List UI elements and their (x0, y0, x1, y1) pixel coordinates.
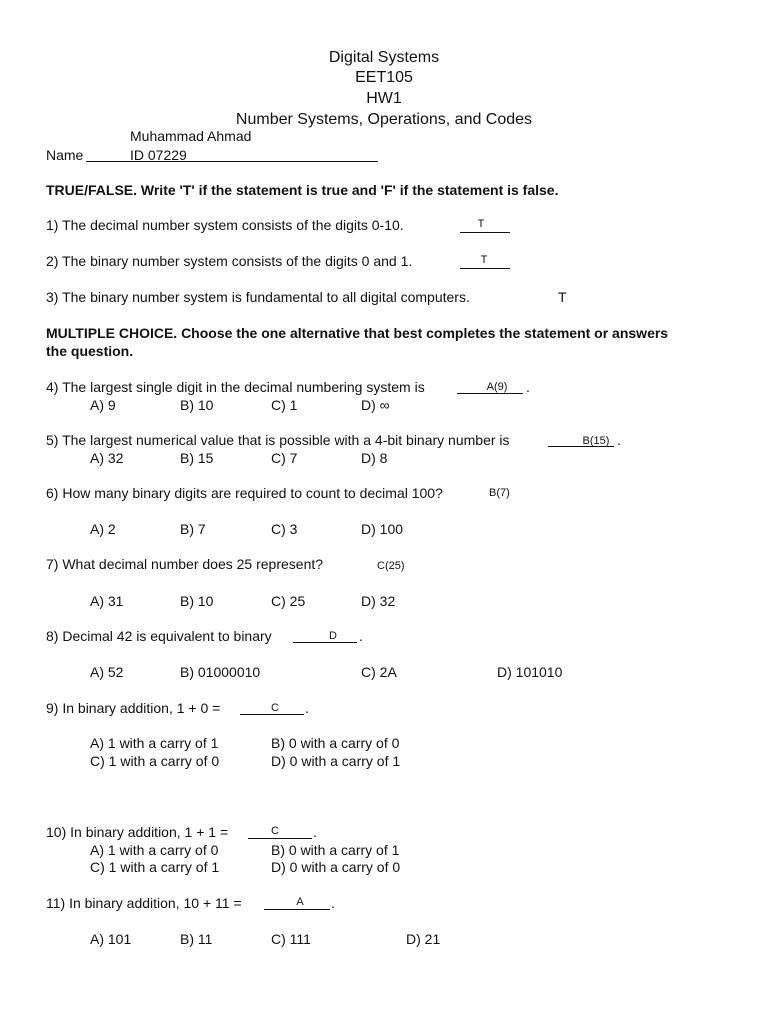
option-6a: A) 2 (90, 521, 116, 537)
option-11a: A) 101 (90, 931, 132, 947)
topic-title: Number Systems, Operations, and Codes (235, 111, 533, 128)
option-5b: B) 15 (180, 450, 214, 466)
option-8d: D) 101010 (497, 664, 563, 680)
option-4c: C) 1 (271, 397, 298, 413)
option-9b: B) 0 with a carry of 0 (271, 735, 400, 751)
answer-3: T (558, 289, 567, 305)
period-11: . (331, 895, 335, 911)
question-3: 3) The binary number system is fundamental to all digital computers. (46, 289, 470, 305)
question-11: 11) In binary addition, 10 + 11 = (46, 895, 242, 911)
answer-7: C(25) (377, 560, 405, 572)
option-7d: D) 32 (361, 593, 396, 609)
name-label: Name (46, 147, 84, 163)
answer-9: C (271, 702, 279, 714)
option-4b: B) 10 (180, 397, 214, 413)
multiple-choice-instructions: MULTIPLE CHOICE. Choose the one alternative that best completes the statement or answers (46, 325, 669, 341)
answer-6: B(7) (489, 487, 510, 499)
answer-blank-10 (248, 838, 312, 839)
option-10c: C) 1 with a carry of 1 (90, 859, 220, 875)
answer-blank-4 (457, 393, 523, 394)
answer-2: T (480, 254, 488, 266)
option-5c: C) 7 (271, 450, 298, 466)
answer-blank-8 (293, 642, 357, 643)
option-4d: D) ∞ (361, 397, 390, 413)
option-9a: A) 1 with a carry of 1 (90, 735, 219, 751)
answer-blank-9 (240, 714, 304, 715)
option-10a: A) 1 with a carry of 0 (90, 842, 219, 858)
option-4a: A) 9 (90, 397, 116, 413)
option-11c: C) 111 (271, 931, 311, 947)
option-10b: B) 0 with a carry of 1 (271, 842, 400, 858)
option-6d: D) 100 (361, 521, 404, 537)
period-10: . (313, 824, 317, 840)
question-1: 1) The decimal number system consists of the digits 0-10. (46, 217, 404, 233)
option-8c: C) 2A (361, 664, 397, 680)
option-7c: C) 25 (271, 593, 306, 609)
period-9: . (305, 700, 309, 716)
answer-10: C (271, 825, 279, 837)
option-9d: D) 0 with a carry of 1 (271, 753, 401, 769)
question-8: 8) Decimal 42 is equivalent to binary (46, 628, 272, 644)
student-name: Muhammad Ahmad (130, 128, 252, 144)
answer-4: A(9) (486, 381, 508, 393)
option-6c: C) 3 (271, 521, 298, 537)
option-8b: B) 01000010 (180, 664, 261, 680)
answer-11: A (296, 896, 304, 908)
answer-blank-1 (460, 232, 510, 233)
question-2: 2) The binary number system consists of the digits 0 and 1. (46, 253, 413, 269)
true-false-instructions: TRUE/FALSE. Write 'T' if the statement is true and 'F' if the statement is false. (46, 182, 559, 198)
course-code: EET105 (355, 69, 413, 86)
assignment-title: HW1 (366, 90, 402, 107)
answer-blank-2 (460, 268, 510, 269)
option-7a: A) 31 (90, 593, 124, 609)
period-5: . (617, 432, 621, 448)
multiple-choice-instructions-cont: the question. (46, 343, 134, 359)
period-8: . (359, 628, 363, 644)
course-title: Digital Systems (328, 49, 440, 66)
period-4: . (526, 379, 530, 395)
question-10: 10) In binary addition, 1 + 1 = (46, 824, 229, 840)
answer-1: T (477, 218, 485, 230)
option-11d: D) 21 (406, 931, 441, 947)
option-5a: A) 32 (90, 450, 124, 466)
option-6b: B) 7 (180, 521, 206, 537)
question-5: 5) The largest numerical value that is possible with a 4-bit binary number is (46, 432, 510, 448)
answer-8: D (329, 630, 337, 642)
option-11b: B) 11 (180, 931, 213, 947)
option-10d: D) 0 with a carry of 0 (271, 859, 401, 875)
question-4: 4) The largest single digit in the decimal numbering system is (46, 379, 425, 395)
question-9: 9) In binary addition, 1 + 0 = (46, 700, 221, 716)
option-5d: D) 8 (361, 450, 388, 466)
question-6: 6) How many binary digits are required to count to decimal 100? (46, 485, 443, 501)
option-9c: C) 1 with a carry of 0 (90, 753, 220, 769)
option-7b: B) 10 (180, 593, 214, 609)
option-8a: A) 52 (90, 664, 124, 680)
student-id: ID 07229 (130, 147, 187, 163)
question-7: 7) What decimal number does 25 represent? (46, 556, 324, 572)
answer-blank-11 (264, 909, 330, 910)
answer-5: B(15) (582, 435, 610, 447)
